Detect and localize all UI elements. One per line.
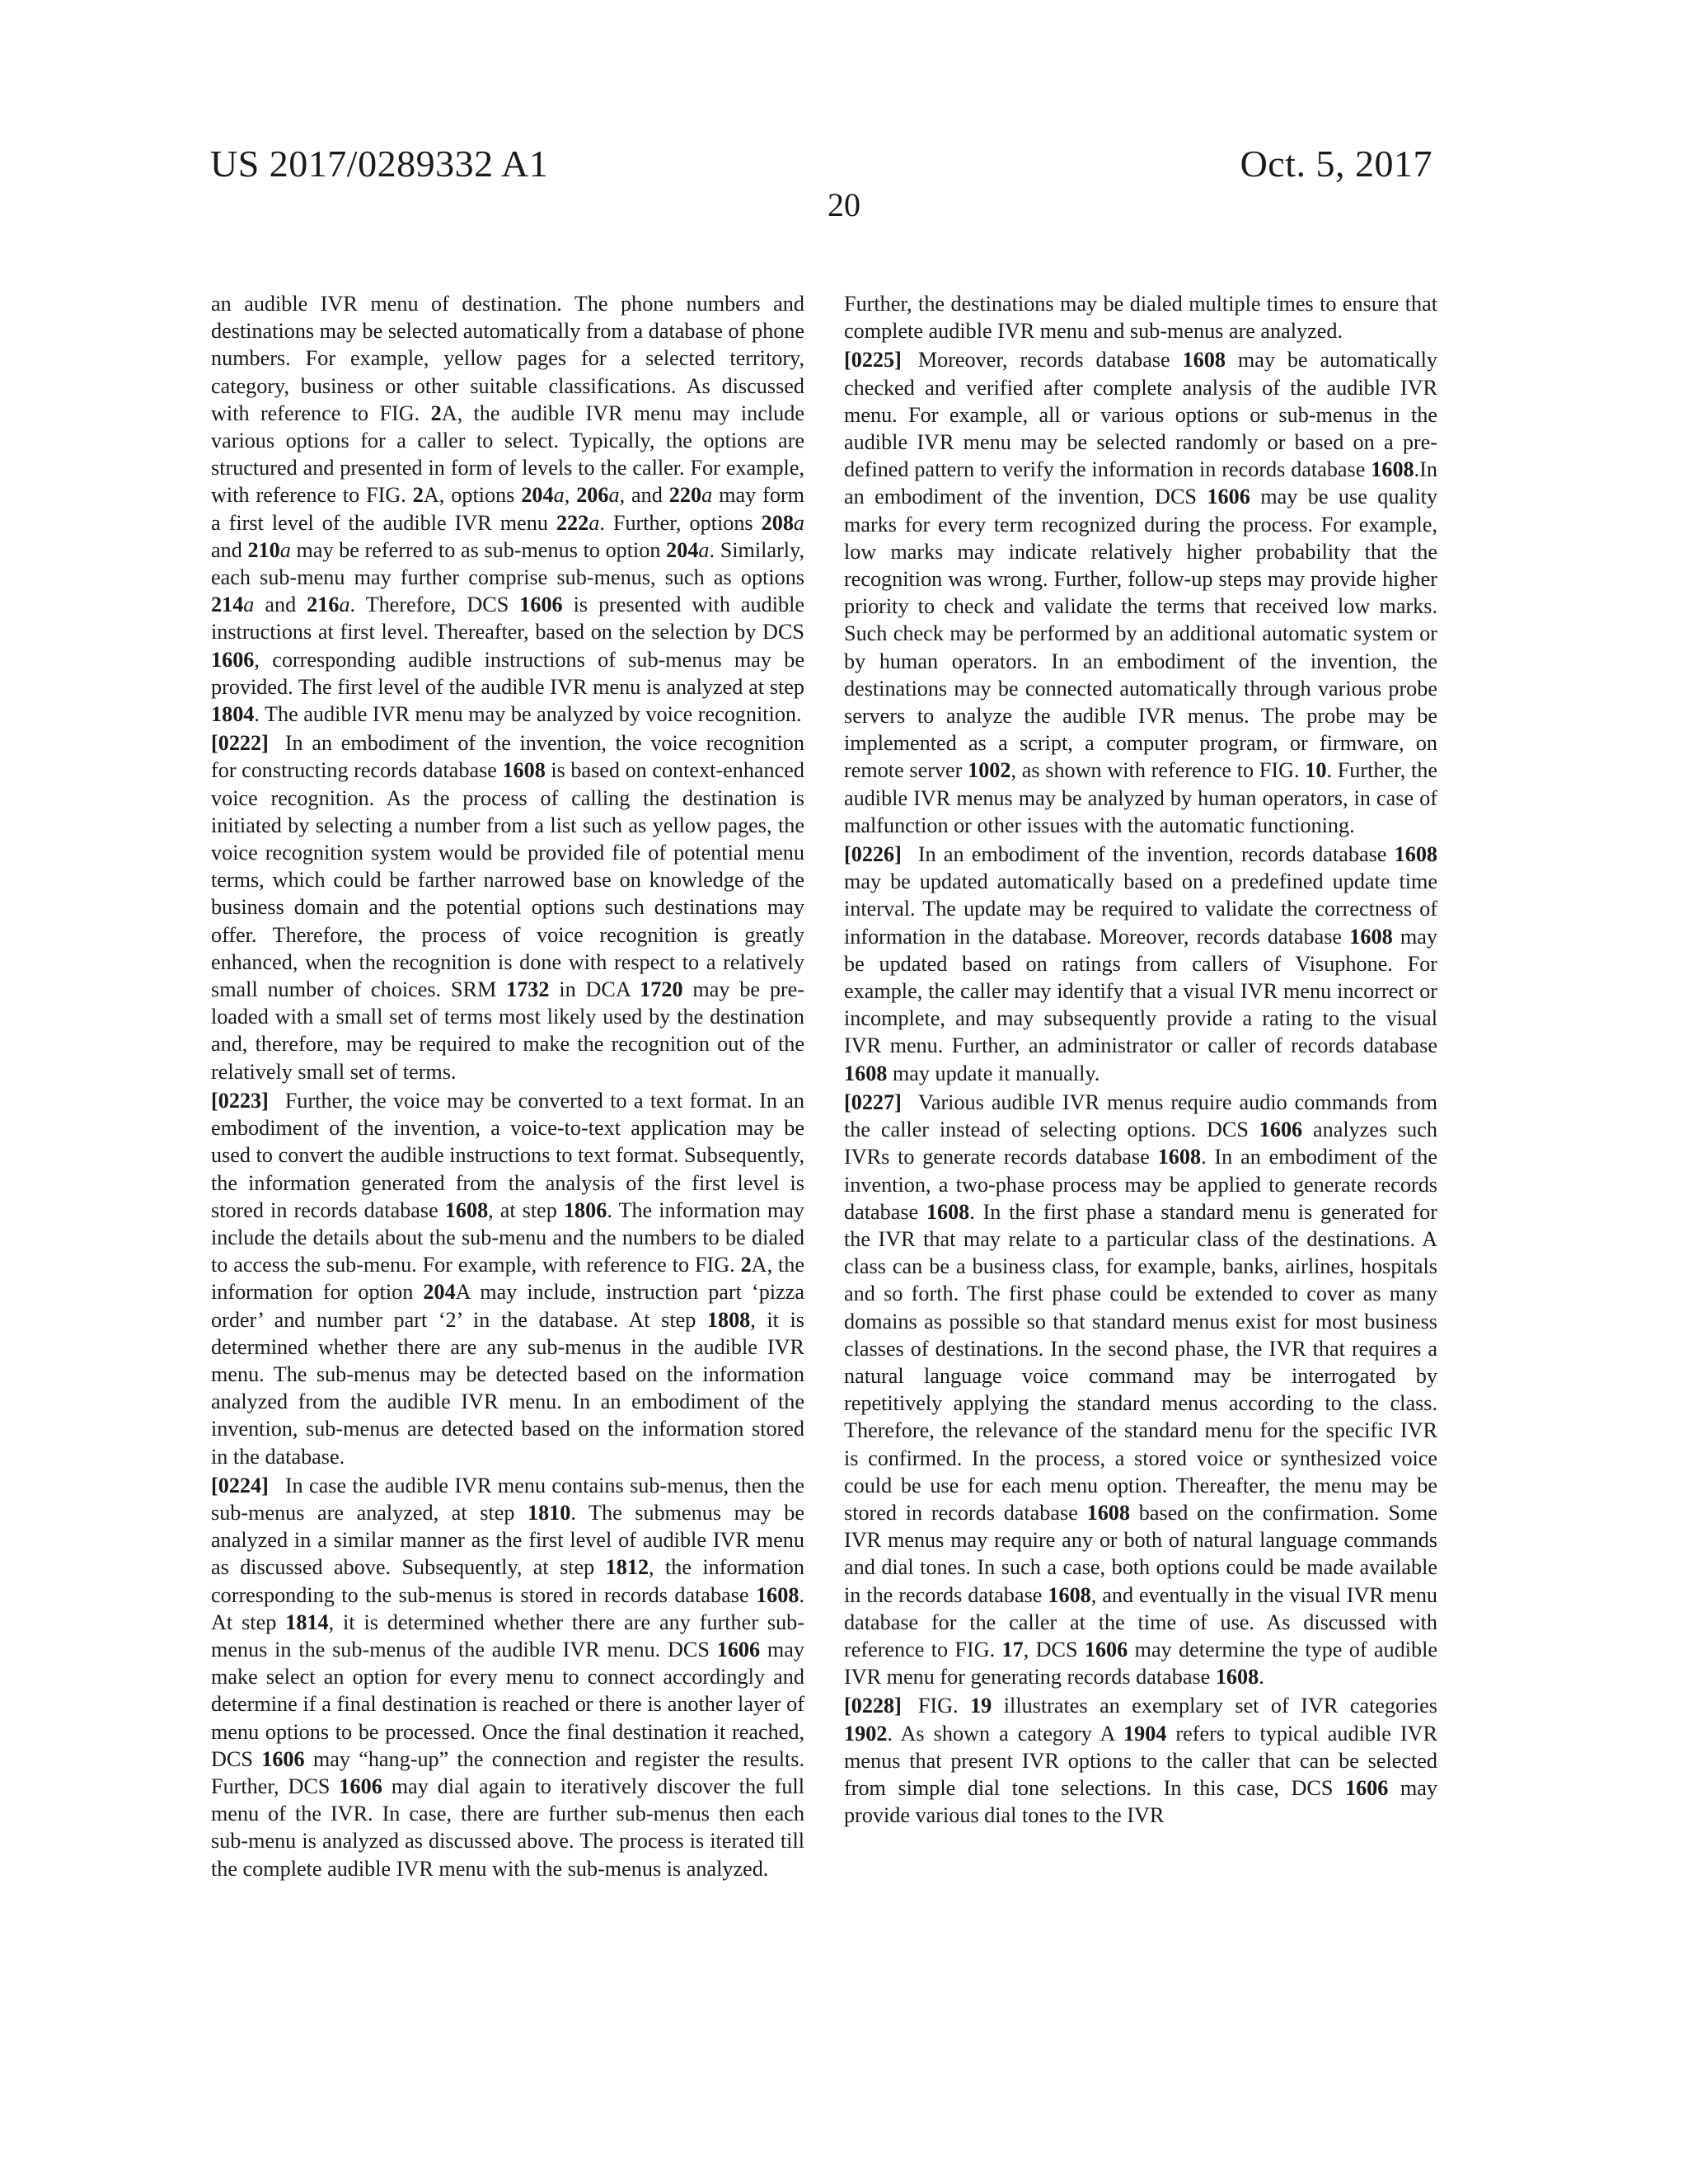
paragraph-0225 (844, 346, 1437, 839)
paragraph-text: Further, the voice may be converted to a text format. In an embodiment of the invention, a voice-to-text application may be used to convert the audible instructions to text format. Subsequently, the information generated from the analysis of the first level is stored in records database 1608, at step 1806. The information may include the details about the sub-menu and the numbers to be dialed to access the sub-menu. For example, with reference to FIG. 2A, the information for option 204A may include, instruction part ‘pizza order’ and number part ‘2’ in the database. At step 1808, it is determined whether there are any sub-menus in the audible IVR menu. The sub-menus may be detected based on the information analyzed from the audible IVR menu. In an embodiment of the invention, sub-menus are detected based on the information stored in the database. (211, 1088, 805, 1469)
paragraph-0222 (211, 729, 804, 1085)
page-number: 20 (828, 186, 860, 223)
paragraph-number: [0226] (844, 842, 902, 867)
paragraph-0228 (844, 1692, 1437, 1829)
paragraph-text: an audible IVR menu of destination. The phone numbers and destinations may be selected automatically from a database of phone numbers. For example, yellow pages for a selected territory, category, business or other suitable classifications. As discussed with reference to FIG. 2A, the audible IVR menu may include various options for a caller to select. Typically, the options are structured and presented in form of levels to the caller. For example, with reference to FIG. 2A, options 204a, 206a, and 220a may form a first level of the audible IVR menu 222a. Further, options 208a and 210a may be referred to as sub-menus to option 204a. Similarly, each sub-menu may further comprise sub-menus, such as options 214a and 216a. Therefore, DCS 1606 is presented with audible instructions at first level. Thereafter, based on the selection by DCS 1606, corresponding audible instructions of sub-menus may be provided. The first level of the audible IVR menu is analyzed at step 1804. The audible IVR menu may be analyzed by voice recognition. (211, 292, 805, 727)
paragraph-number: [0224] (211, 1473, 269, 1497)
paragraph-0226 (844, 841, 1437, 1087)
paragraph-continued (844, 290, 1437, 344)
paragraph-0223 (211, 1087, 804, 1470)
paragraph-0224 (211, 1472, 804, 1882)
paragraph-number: [0225] (844, 348, 902, 373)
paragraph-number: [0222] (211, 731, 269, 756)
paragraph-number: [0227] (844, 1090, 902, 1114)
paragraph-text: In an embodiment of the invention, records database 1608 may be updated automatically based on a predefined update time interval. The update may be required to validate the correctness of information in the database. Moreover, records database 1608 may be updated based on ratings from callers of Visuphone. For example, the caller may identify that a visual IVR menu incorrect or incomplete, and may subsequently provide a rating to the visual IVR menu. Further, an administrator or caller of records database 1608 may update it manually. (844, 842, 1437, 1085)
paragraph-text: Various audible IVR menus require audio commands from the caller instead of selecting options. DCS 1606 analyzes such IVRs to generate records database 1608. In an embodiment of the invention, a two-phase process may be applied to generate records database 1608. In the first phase a standard menu is generated for the IVR that may relate to a particular class of the destinations. A class can be a business class, for example, banks, airlines, hospitals and so forth. The first phase could be extended to cover as many domains as possible so that standard menus exist for most business classes of destinations. In the second phase, the IVR that requires a natural language voice command may be interrogated by repetitively applying the standard menus according to the class. Therefore, the relevance of the standard menu for the specific IVR is confirmed. In the process, a stored voice or synthesized voice could be use for each menu option. Thereafter, the menu may be stored in records database 1608 based on the confirmation. Some IVR menus may require any or both of natural language commands and dial tones. In such a case, both options could be made available in the records database 1608, and eventually in the visual IVR menu database for the caller at the time of use. As discussed with reference to FIG. 17, DCS 1606 may determine the type of audible IVR menu for generating records database 1608. (844, 1090, 1438, 1690)
paragraph-text: In an embodiment of the invention, the voice recognition for constructing records database 1608 is based on context-enhanced voice recognition. As the process of calling the destination is initiated by selecting a number from a list such as yellow pages, the voice recognition system would be provided file of potential menu terms, which could be farther narrowed base on knowledge of the business domain and the potential options such destinations may offer. Therefore, the process of voice recognition is greatly enhanced, when the recognition is done with respect to a relatively small number of choices. SRM 1732 in DCA 1720 may be pre-loaded with a small set of terms most likely used by the destination and, therefore, may be required to make the recognition out of the relatively small set of terms. (211, 731, 804, 1084)
publication-date: Oct. 5, 2017 (1240, 143, 1432, 185)
paragraph-number: [0228] (844, 1694, 902, 1718)
paragraph-number: [0223] (211, 1088, 269, 1113)
publication-number: US 2017/0289332 A1 (210, 143, 549, 185)
paragraph-text: FIG. 19 illustrates an exemplary set of IVR categories 1902. As shown a category A 1904 refers to typical audible IVR menus that present IVR options to the caller that can be selected from simple dial tone selections. In this case, DCS 1606 may provide various dial tones to the IVR (844, 1694, 1437, 1828)
paragraph-text: In case the audible IVR menu contains sub-menus, then the sub-menus are analyzed, at step 1810. The submenus may be analyzed in a similar manner as the first level of audible IVR menu as discussed above. Subsequently, at step 1812, the information corresponding to the sub-menus is stored in records database 1608. At step 1814, it is determined whether there are any further sub-menus in the sub-menus of the audible IVR menu. DCS 1606 may make select an option for every menu to connect accordingly and determine if a final destination is reached or there is another layer of menu options to be processed. Once the final destination it reached, DCS 1606 may “hang-up” the connection and register the results. Further, DCS 1606 may dial again to iteratively discover the full menu of the IVR. In case, there are further sub-menus then each sub-menu is analyzed as discussed above. The process is iterated till the complete audible IVR menu with the sub-menus is analyzed. (211, 1473, 805, 1881)
paragraph-text: Moreover, records database 1608 may be automatically checked and verified after complete analysis of the audible IVR menu. For example, all or various options or sub-menus in the audible IVR menu may be selected randomly or based on a pre-defined pattern to verify the information in records database 1608.In an embodiment of the invention, DCS 1606 may be use quality marks for every term recognized during the process. For example, low marks may indicate relatively higher probability that the recognition was wrong. Further, follow-up steps may provide higher priority to check and validate the terms that received low marks. Such check may be performed by an additional automatic system or by human operators. In an embodiment of the invention, the destinations may be connected automatically through various probe servers to analyze the audible IVR menus. The probe may be implemented as a script, a computer program, or firmware, on remote server 1002, as shown with reference to FIG. 10. Further, the audible IVR menus may be analyzed by human operators, in case of malfunction or other issues with the automatic functioning. (844, 348, 1437, 837)
paragraph-text: Further, the destinations may be dialed multiple times to ensure that complete audible IVR menu and sub-menus are analyzed. (844, 292, 1437, 344)
left-column (211, 290, 804, 1884)
right-column (844, 290, 1437, 1830)
paragraph-continued (211, 290, 804, 728)
paragraph-0227 (844, 1089, 1437, 1690)
